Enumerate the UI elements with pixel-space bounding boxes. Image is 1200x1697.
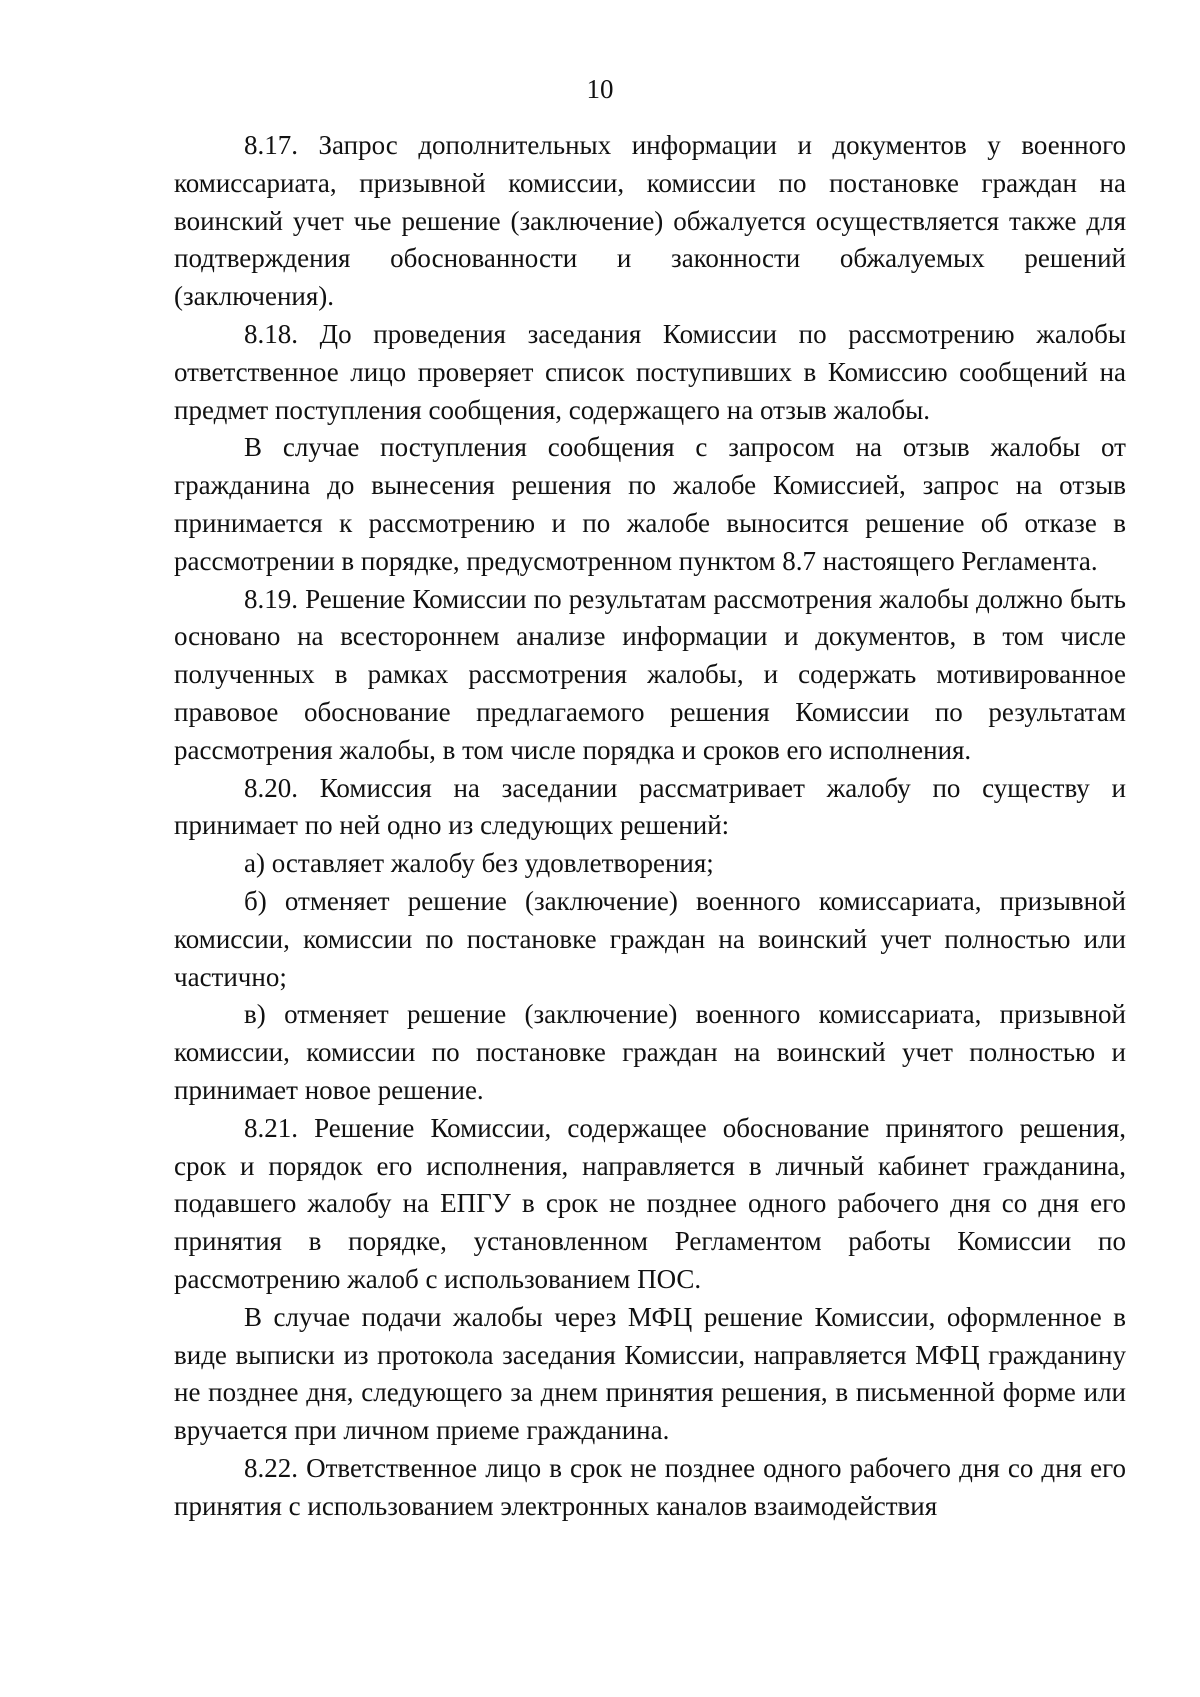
paragraph-8-19: 8.19. Решение Комиссии по результатам рассмотрения жалобы должно быть основано на всестороннем анализе информации и документов, в том числе полученных в рамках рассмотрения жалобы, и содержать мотивированное правовое обоснование предлагаемого решения Комиссии по результатам рассмотрения жалобы, в том числе порядка и сроков его исполнения. bbox=[174, 583, 1126, 765]
paragraph-8-18: 8.18. До проведения заседания Комиссии по рассмотрению жалобы ответственное лицо проверяет список поступивших в Комиссию сообщений на предмет поступления сообщения, содержащего на отзыв жалобы. bbox=[174, 318, 1126, 425]
list-item-b: б) отменяет решение (заключение) военного комиссариата, призывной комиссии, комиссии по постановке граждан на воинский учет полностью или частично; bbox=[174, 885, 1126, 992]
page-number: 10 bbox=[586, 74, 614, 104]
paragraph-8-22: 8.22. Ответственное лицо в срок не позднее одного рабочего дня со дня его принятия с использованием электронных каналов взаимодействия bbox=[174, 1452, 1126, 1521]
list-item-a: а) оставляет жалобу без удовлетворения; bbox=[244, 848, 714, 879]
paragraph-mfc: В случае подачи жалобы через МФЦ решение Комиссии, оформленное в виде выписки из протокола заседания Комиссии, направляется МФЦ гражданину не позднее дня, следующего за днем принятия решения, в письменной форме или вручается при личном приеме гражданина. bbox=[174, 1301, 1126, 1446]
list-item-v: в) отменяет решение (заключение) военного комиссариата, призывной комиссии, комиссии по постановке граждан на воинский учет полностью и принимает новое решение. bbox=[174, 999, 1126, 1105]
paragraph-8-17: 8.17. Запрос дополнительных информации и документов у военного комиссариата, призывной комиссии, комиссии по постановке граждан на воинский учет чье решение (заключение) обжалуется осуществляется также для подтверждения обоснованности и законности обжалуемых решений (заключения). bbox=[174, 130, 1126, 312]
document-body bbox=[174, 127, 1126, 1525]
paragraph-8-21: 8.21. Решение Комиссии, содержащее обоснование принятого решения, срок и порядок его исполнения, направляется в личный кабинет гражданина, подавшего жалобу на ЕПГУ в срок не позднее одного рабочего дня со дня его принятия в порядке, установленном Регламентом работы Комиссии по рассмотрению жалоб с использованием ПОС. bbox=[174, 1112, 1126, 1294]
paragraph-withdrawal: В случае поступления сообщения с запросом на отзыв жалобы от гражданина до вынесения решения по жалобе Комиссией, запрос на отзыв принимается к рассмотрению и по жалобе выносится решение об отказе в рассмотрении в порядке, предусмотренном пунктом 8.7 настоящего Регламента. bbox=[174, 432, 1126, 576]
paragraph-8-20: 8.20. Комиссия на заседании рассматривает жалобу по существу и принимает по ней одно из следующих решений: bbox=[174, 772, 1126, 841]
